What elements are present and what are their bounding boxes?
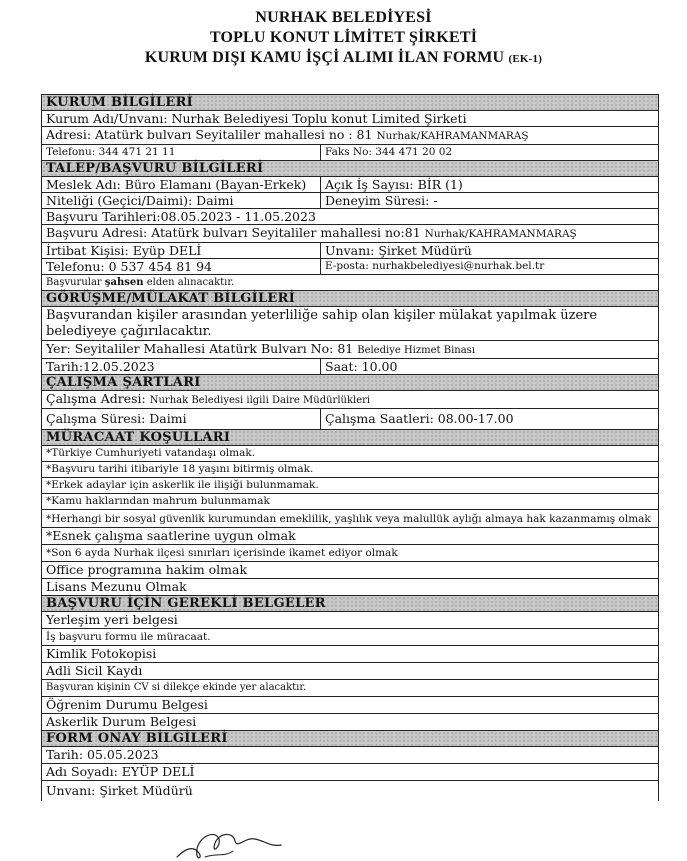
form-code: (EK-1) [508,53,543,65]
header-line-1: NURHAK BELEDİYESİ [255,9,432,26]
list-item [42,545,658,562]
list-item [42,494,658,510]
section-gorusme-header [42,291,658,307]
kosul-4: *Kamu haklarından mahrum bulunmamak [46,495,270,507]
gorusme-yer: Yer: Seyitaliler Mahallesi Atatürk Bulvarı No: 81 [46,341,354,356]
section-title-onay: FORM ONAY BİLGİLERİ [42,731,658,746]
row-gorusme-yer [42,341,658,359]
list-item [42,462,658,478]
basvuru-tarihleri: Başvuru Tarihleri:08.05.2023 - 11.05.2023 [46,209,316,224]
row-basvuru-tarihleri [42,209,658,225]
onay-unvan: Unvanı: Şirket Müdürü [46,783,193,798]
kosul-6: *Esnek çalışma saatlerine uygun olmak [46,528,296,543]
belge-2: İş başvuru formu ile müracaat. [46,631,211,643]
section-title-gorusme: GÖRÜŞME/MÜLAKAT BİLGİLERİ [42,291,658,306]
kurum-telefon: Telefonu: 344 471 21 11 [46,146,176,158]
meslek-adi: Meslek Adı: Büro Elamanı (Bayan-Erkek) [46,177,307,192]
kosul-8: Office programına hakim olmak [46,562,248,577]
calisma-adresi: Nurhak Belediyesi ilgili Daire Müdürlükleri [149,395,371,406]
list-item [42,528,658,545]
signature [175,827,285,861]
onay-tarih: Tarih: 05.05.2023 [46,747,159,762]
kosul-9: Lisans Mezunu Olmak [46,579,187,594]
kurum-faks: Faks No: 344 471 20 02 [320,145,658,160]
row-onay-adi [42,764,658,781]
gorusme-tarih: Tarih:12.05.2023 [46,359,155,374]
row-basvuru-adresi [42,225,658,243]
list-item [42,714,658,731]
gorusme-yer-bina: Belediye Hizmet Binası [357,345,476,356]
calisma-saatleri: Çalışma Saatleri: 08.00-17.00 [320,409,658,429]
basvuru-adresi-cell [42,225,658,242]
belge-5: Başvuran kişinin CV si dilekçe ekinde yer alacaktır. [46,682,307,693]
document-header [0,8,687,69]
belge-3: Kimlik Fotokopisi [46,646,157,661]
onay-adi-soyadi: Adı Soyadı: EYÜP DELİ [46,764,195,779]
list-item [42,612,658,629]
row-calisma-adresi [42,391,658,409]
list-item [42,510,658,528]
kosul-2: *Başvuru tarihi itibariyle 18 yaşını bitirmiş olmak. [46,463,314,475]
kosul-1: *Türkiye Cumhuriyeti vatandaşı olmak. [46,447,256,459]
row-telefon-eposta [42,259,658,275]
basvuru-adresi-il: Nurhak/KAHRAMANMARAŞ [424,228,577,240]
gorusme-aciklama: Başvurandan kişiler arasından yeterliliğe sahip olan kişiler mülakat yapılmak üzere belediyeye çağırılacaktır. [46,308,598,339]
list-item [42,446,658,462]
gorusme-yer-cell [42,341,658,358]
list-item [42,562,658,579]
irtibat-unvan: Unvanı: Şirket Müdürü [320,243,658,258]
belge-4: Adli Sicil Kaydı [46,663,143,678]
section-onay-header [42,731,658,747]
row-onay-tarih [42,747,658,764]
header-line-2: TOPLU KONUT LİMİTET ŞİRKETİ [209,29,478,46]
row-kurum-adres [42,127,658,145]
section-kurum-header [42,95,658,111]
talep-telefon: Telefonu: 0 537 454 81 94 [46,259,212,274]
list-item [42,579,658,596]
basvuru-notu [42,275,658,290]
list-item [42,478,658,494]
row-irtibat [42,243,658,259]
section-title-calisma: ÇALIŞMA ŞARTLARI [42,375,658,390]
calisma-adresi-cell [42,391,658,408]
kosul-7: *Son 6 ayda Nurhak ilçesi sınırları içerisinde ikamet ediyor olmak [46,547,398,559]
row-meslek [42,177,658,193]
basvuru-adresi: Başvuru Adresi: Atatürk bulvarı Seyitaliler mahallesi no:81 [46,225,421,240]
section-calisma-header [42,375,658,391]
basvuru-notu-sahsen: şahsen [104,277,144,288]
section-title-talep: TALEP/BAŞVURU BİLGİLERİ [42,161,658,176]
kurum-adres: Adresi: Atatürk bulvarı Seyitaliler mahallesi no : 81 [46,127,373,142]
talep-eposta: E-posta: nurhakbelediyesi@nurhak.bel.tr [320,259,658,274]
section-title-kurum: KURUM BİLGİLERİ [42,95,658,110]
section-muracaat-header [42,430,658,446]
belge-1: Yerleşim yeri belgesi [46,612,178,627]
calisma-adresi-label: Çalışma Adresi: [46,391,146,406]
section-belgeler-header [42,596,658,612]
kurum-adres-il: Nurhak/KAHRAMANMARAŞ [376,130,529,142]
form-title: KURUM DIŞI KAMU İŞÇİ ALIMI İLAN FORMU [144,49,505,66]
row-gorusme-tarih [42,359,658,375]
header-line-3 [0,48,687,69]
kurum-adres-cell [42,127,658,144]
list-item [42,629,658,646]
kurum-adi: Kurum Adı/Unvanı: Nurhak Belediyesi Toplu konut Limited Şirketi [46,111,467,126]
kosul-3: *Erkek adaylar için askerlik ile ilişiği bulunmamak. [46,479,319,491]
basvuru-notu-pre: Başvurular [46,277,105,288]
row-kurum-iletisim [42,145,658,161]
list-item [42,697,658,714]
row-nitelik [42,193,658,209]
row-calisma-suresi [42,409,658,430]
section-title-muracaat: MÜRACAAT KOŞULLARI [42,430,658,445]
belge-6: Öğrenim Durumu Belgesi [46,697,208,712]
section-talep-header [42,161,658,177]
application-form-table [41,94,659,801]
niteligi: Niteliği (Geçici/Daimi): Daimi [46,193,234,208]
calisma-suresi: Çalışma Süresi: Daimi [46,411,187,426]
row-onay-unvan [42,781,658,801]
belge-7: Askerlik Durum Belgesi [46,714,197,729]
gorusme-saat: Saat: 10.00 [320,359,658,374]
row-kurum-adi [42,111,658,127]
list-item [42,663,658,680]
acik-is-sayisi: Açık İş Sayısı: BİR (1) [320,177,658,192]
row-gorusme-aciklama [42,307,658,341]
kosul-5: *Herhangi bir sosyal güvenlik kurumundan emeklilik, yaşlılık veya malullük aylığı almaya hak kazanmamış olmak [46,513,651,525]
row-basvuru-notu [42,275,658,291]
list-item [42,646,658,663]
basvuru-notu-post: elden alınacaktır. [143,277,235,288]
irtibat-kisisi: İrtibat Kişisi: Eyüp DELİ [46,243,202,258]
deneyim-suresi: Deneyim Süresi: - [320,193,658,208]
section-title-belgeler: BAŞVURU İÇİN GEREKLİ BELGELER [42,596,658,611]
list-item [42,680,658,697]
